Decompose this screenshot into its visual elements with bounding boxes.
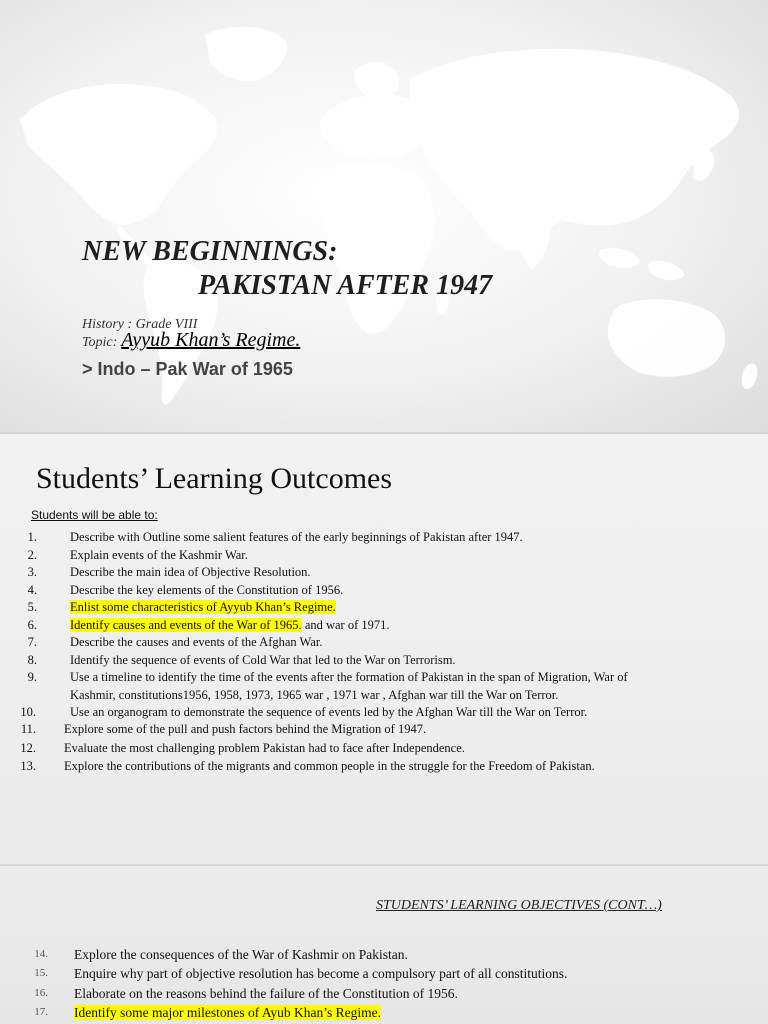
highlighted-text: Identify some major milestones of Ayub Khan’s Regime.	[74, 1005, 381, 1020]
outcome-text: Describe the key elements of the Constitution of 1956.	[70, 583, 344, 597]
outcome-text: Describe the causes and events of the Afghan War.	[70, 635, 323, 649]
outcome-number: 9.	[27, 670, 37, 684]
objective-text: Elaborate on the reasons behind the failure of the Constitution of 1956.	[74, 986, 458, 1001]
highlighted-text: Identify causes and events of the War of 1965.	[70, 618, 302, 632]
outcome-number: 10.	[20, 705, 36, 719]
outcome-text: Explain events of the Kashmir War.	[70, 548, 248, 562]
outcome-number: 6.	[27, 618, 37, 632]
outcome-text: Describe with Outline some salient features of the early beginnings of Pakistan after 1947.	[70, 530, 523, 544]
outcome-number: 12.	[20, 741, 36, 755]
outcome-text: Evaluate the most challenging problem Pakistan had to face after Independence.	[64, 741, 465, 755]
outcome-text: Explore the contributions of the migrants and common people in the struggle for the Freedom of Pakistan.	[64, 759, 595, 773]
topic-label: Topic:	[82, 335, 118, 350]
outcome-text: Use an organogram to demonstrate the sequence of events led by the Afghan War till the War on Terror.	[70, 705, 588, 719]
outcomes-heading: Students’ Learning Outcomes	[36, 462, 393, 495]
objective-number: 14.	[34, 948, 48, 960]
outcome-text: Identify causes and events of the War of 1965. and war of 1971.	[70, 618, 390, 632]
outcome-text	[70, 599, 336, 617]
outcome-text-continued: Kashmir, constitutions1956, 1958, 1973, 1965 war , 1971 war , Afghan war till the War on Terror.	[70, 687, 559, 702]
outcome-text: Describe the main idea of Objective Resolution.	[70, 565, 311, 579]
war-line: > Indo – Pak War of 1965	[82, 359, 293, 379]
outcome-number: 5.	[27, 600, 37, 614]
highlighted-text: Enlist some characteristics of Ayyub Khan’s Regime.	[70, 600, 336, 614]
objective-number: 15.	[34, 967, 48, 979]
objective-number: 17.	[34, 1006, 48, 1018]
outcome-number: 3.	[27, 565, 37, 579]
topic-line	[82, 329, 300, 352]
outcome-number: 11.	[20, 722, 36, 736]
outcome-text: Use a timeline to identify the time of the events after the formation of Pakistan in the span of Migration, War of	[70, 670, 628, 684]
objectives-heading: STUDENTS’ LEARNING OBJECTIVES (CONT…)	[376, 898, 662, 913]
outcome-number: 8.	[27, 653, 37, 667]
objective-text: Explore the consequences of the War of Kashmir on Pakistan.	[74, 947, 408, 962]
title-slide	[0, 0, 768, 432]
topic-value: Ayyub Khan’s Regime.	[121, 329, 301, 351]
outcome-number: 4.	[27, 583, 37, 597]
outcomes-intro: Students will be able to:	[31, 508, 158, 522]
outcome-text: Identify the sequence of events of Cold War that led to the War on Terrorism.	[70, 653, 456, 667]
outcome-number: 2.	[27, 548, 37, 562]
outcome-number: 7.	[27, 635, 37, 649]
outcome-text: Explore some of the pull and push factors behind the Migration of 1947.	[64, 722, 427, 736]
objective-text: Enquire why part of objective resolution has become a compulsory part of all constitutions.	[74, 966, 568, 981]
outcome-number: 13.	[20, 759, 36, 773]
subtitle: History : Grade VIII	[82, 317, 198, 332]
objective-number: 16.	[34, 987, 48, 999]
title-line-2: PAKISTAN AFTER 1947	[198, 270, 493, 301]
title-line-1: NEW BEGINNINGS:	[82, 236, 338, 267]
outcome-number: 1.	[27, 530, 37, 544]
objective-text	[74, 1003, 381, 1022]
